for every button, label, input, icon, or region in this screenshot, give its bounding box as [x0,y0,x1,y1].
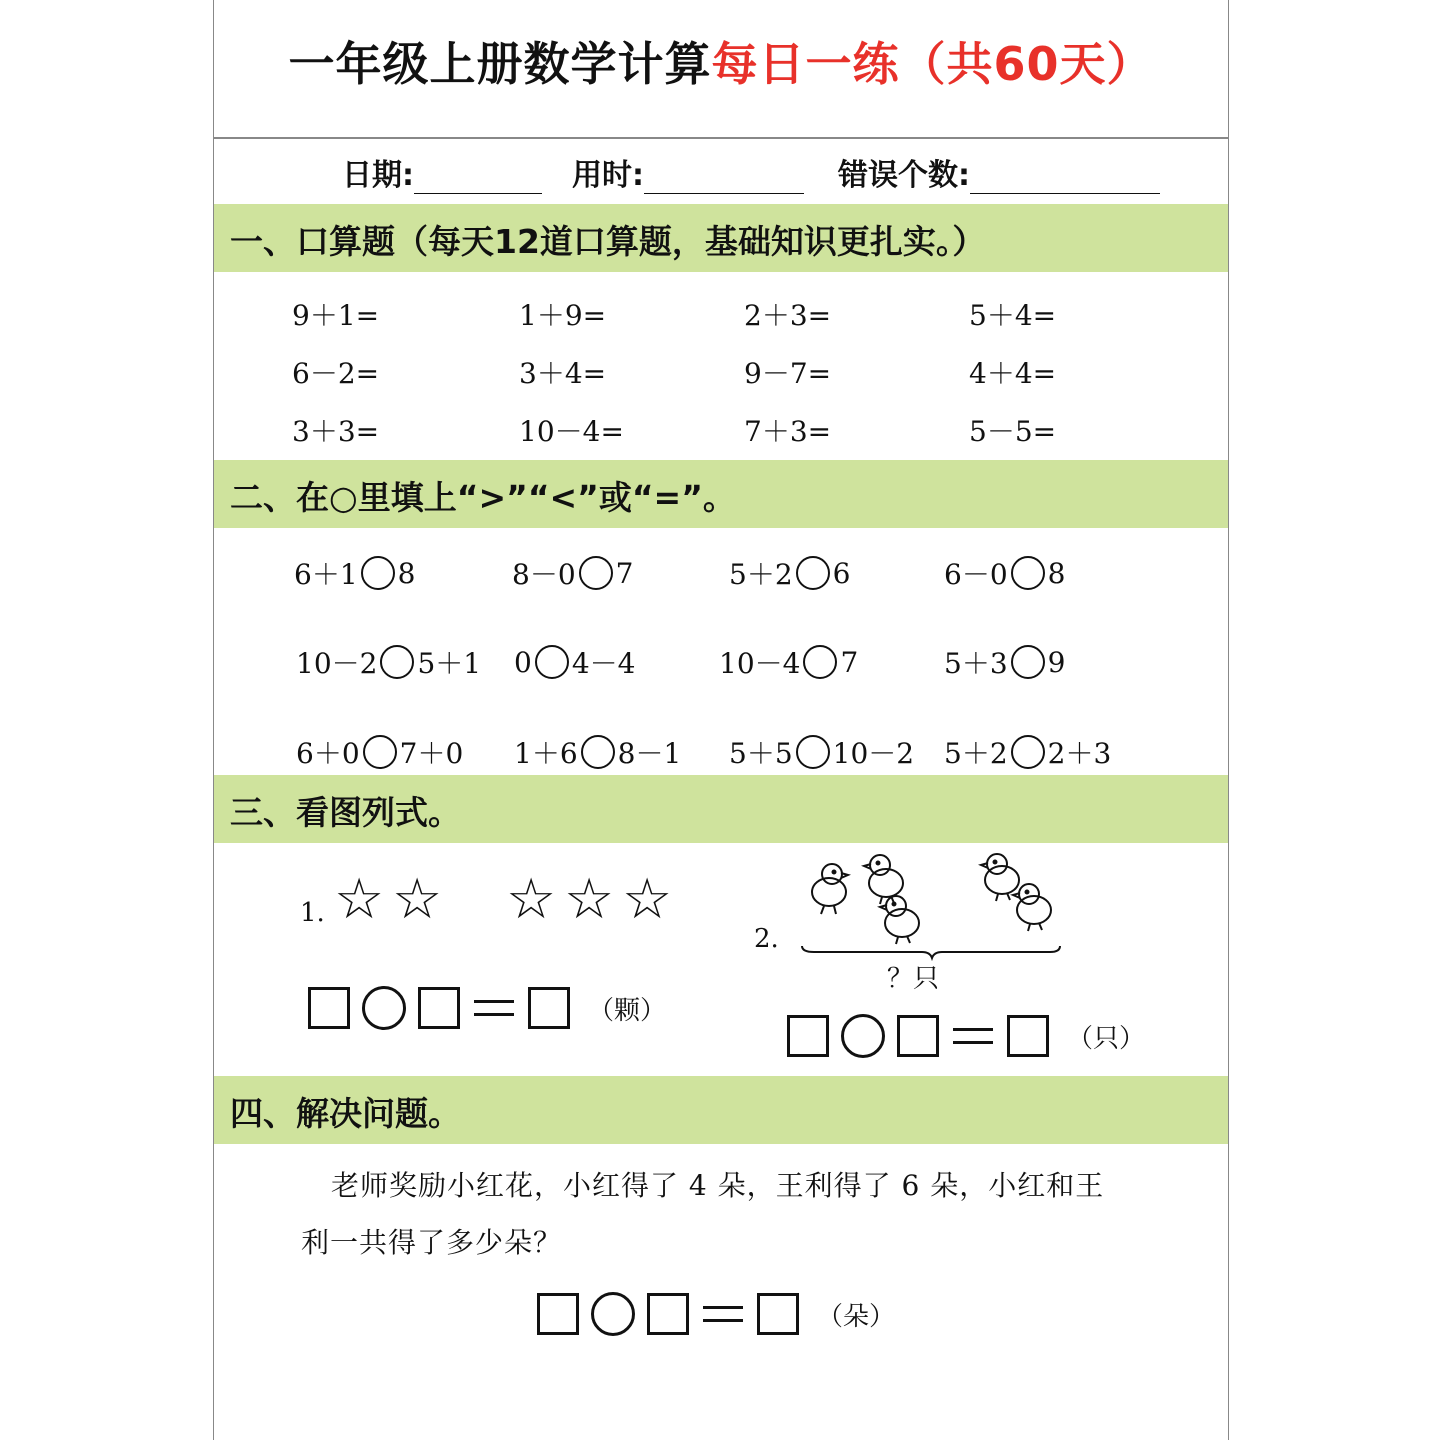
compare-item [294,553,415,593]
equals-sign [474,1000,514,1016]
compare-item [296,732,463,772]
compare-right: 7＋0 [399,737,464,770]
equation-row [308,986,666,1030]
compare-left: 6＋1 [294,558,358,591]
errors-label: 错误个数: [838,158,970,193]
section1-heading: 一、口算题（每天12道口算题，基础知识更扎实。） [230,222,986,261]
mental-math-item: 5＋4= [969,299,1057,332]
section4-heading: 四、解决问题。 [230,1094,461,1133]
question-number: 1. [300,898,325,928]
page-title [214,28,1228,94]
answer-circle[interactable] [796,556,830,590]
mental-math-item: 2＋3= [744,299,832,332]
section2-heading: 二、在○里填上“>”“<”或“=”。 [230,478,736,517]
operator-circle[interactable] [362,986,406,1030]
section4-header [214,1076,1228,1144]
compare-left: 10－2 [296,647,378,680]
time-field [572,150,804,194]
mental-math-item: 3＋4= [519,357,607,390]
date-blank[interactable] [414,155,542,194]
mental-math-item: 4＋4= [969,357,1057,390]
compare-item [729,553,850,593]
compare-left: 5＋2 [944,737,1008,770]
operator-circle[interactable] [841,1014,885,1058]
brace-icon [802,946,1060,958]
compare-right: 7 [615,556,634,590]
mental-math-item: 10－4= [519,415,624,448]
answer-circle[interactable] [363,735,397,769]
section3-heading: 三、看图列式。 [230,793,461,832]
star-icon: ☆ [334,867,385,932]
errors-blank[interactable] [970,155,1160,194]
divider [214,137,1228,139]
compare-left: 6＋0 [296,737,360,770]
operator-circle[interactable] [591,1292,635,1336]
answer-circle[interactable] [1011,645,1045,679]
answer-circle[interactable] [803,645,837,679]
answer-box[interactable] [308,987,350,1029]
answer-circle[interactable] [361,556,395,590]
compare-item [719,642,858,682]
answer-circle[interactable] [1011,556,1045,590]
mental-math-item: 9＋1= [292,299,380,332]
answer-box[interactable] [897,1015,939,1057]
mental-math-item: 3＋3= [292,415,380,448]
problem-text-line1: 老师奖励小红花，小红得了 4 朵，王利得了 6 朵，小红和王 [331,1169,1105,1202]
answer-circle[interactable] [796,735,830,769]
compare-item [296,642,481,682]
compare-left: 0 [514,645,532,679]
question-number: 2. [754,924,779,954]
section2-header [214,460,1228,528]
answer-box[interactable] [757,1293,799,1335]
chick-icon [880,896,919,944]
compare-right: 9 [1047,645,1066,679]
date-label: 日期: [342,158,414,193]
answer-box[interactable] [528,987,570,1029]
section1-header [214,204,1228,272]
worksheet [213,0,1229,1440]
equals-sign [953,1028,993,1044]
compare-item [944,642,1065,682]
compare-right: 5＋1 [417,647,482,680]
compare-left: 8－0 [512,558,576,591]
mental-math-item: 7＋3= [744,415,832,448]
compare-left: 5＋2 [729,558,793,591]
unit-label: （只） [1067,1023,1146,1054]
problem-text-line2: 利一共得了多少朵？ [301,1226,563,1259]
errors-field [838,150,1160,194]
time-blank[interactable] [644,155,804,194]
compare-right: 10－2 [832,737,915,770]
brace-caption: ？只 [887,964,940,994]
compare-right: 6 [832,556,851,590]
star-icon: ☆ [506,867,557,932]
equation-row [787,1014,1145,1058]
answer-box[interactable] [787,1015,829,1057]
compare-item [514,642,635,682]
time-label: 用时: [572,158,644,193]
mental-math-item: 5－5= [969,415,1057,448]
compare-item [729,732,914,772]
section3-header [214,775,1228,843]
compare-right: 8－1 [617,737,682,770]
compare-item [944,553,1065,593]
date-field [342,150,542,194]
equation-row [537,1292,895,1336]
answer-circle[interactable] [581,735,615,769]
answer-box[interactable] [647,1293,689,1335]
compare-left: 6－0 [944,558,1008,591]
mental-math-item: 6－2= [292,357,380,390]
compare-item [514,732,681,772]
compare-right: 7 [840,645,859,679]
unit-label: （朵） [817,1301,896,1332]
mental-math-item: 1＋9= [519,299,607,332]
compare-right: 2＋3 [1047,737,1112,770]
chicks-picture [794,850,1064,965]
answer-circle[interactable] [380,645,414,679]
answer-box[interactable] [1007,1015,1049,1057]
answer-circle[interactable] [579,556,613,590]
answer-box[interactable] [537,1293,579,1335]
equals-sign [703,1306,743,1322]
title-main: 一年级上册数学计算 [288,37,712,91]
chick-icon [812,864,848,914]
compare-left: 1＋6 [514,737,578,770]
star-icon: ☆ [622,867,673,932]
chick-icon [1013,884,1051,931]
star-icon: ☆ [392,867,443,932]
compare-right: 8 [1047,556,1066,590]
compare-left: 5＋5 [729,737,793,770]
compare-right: 4－4 [571,647,636,680]
answer-box[interactable] [418,987,460,1029]
unit-label: （颗） [588,995,667,1026]
compare-item [944,732,1111,772]
title-highlight: 每日一练（共60天） [711,37,1154,91]
mental-math-item: 9－7= [744,357,832,390]
star-icon: ☆ [564,867,615,932]
compare-item [512,553,633,593]
compare-left: 10－4 [719,647,801,680]
answer-circle[interactable] [1011,735,1045,769]
answer-circle[interactable] [535,645,569,679]
compare-left: 5＋3 [944,647,1008,680]
compare-right: 8 [397,556,416,590]
